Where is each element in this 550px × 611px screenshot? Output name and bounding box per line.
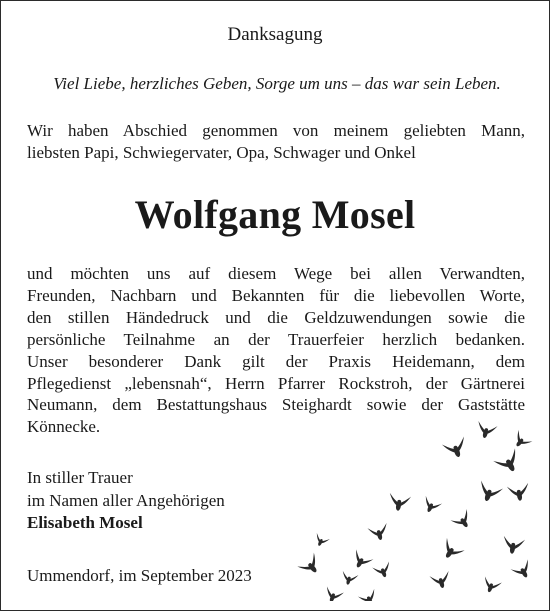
bird-icon (367, 523, 390, 542)
bird-icon (349, 549, 374, 572)
notice-heading: Danksagung (227, 24, 323, 45)
thanks-line: und möchten uns auf diesem Wege bei allen Verwandten, (27, 264, 525, 283)
thanks-line: den stillen Händedruck und die Geldzuwendungen sowie die (27, 307, 525, 327)
deceased-name: Wolfgang Mosel (134, 192, 416, 237)
intro-line: Wir haben Abschied genommen von meinem geliebten Mann, (27, 121, 525, 140)
thanks-line: Unser besonderer Dank gilt der Praxis Heidemann, dem (27, 351, 525, 371)
bird-icon (510, 430, 532, 452)
bird-icon (442, 436, 470, 460)
bird-icon (450, 509, 475, 533)
motto-quote: Viel Liebe, herzliches Geben, Sorge um uns – das war sein Leben. (53, 74, 501, 93)
signoff-line: In stiller Trauer (27, 468, 133, 487)
intro-paragraph (27, 120, 525, 164)
bird-icon (475, 421, 498, 440)
signoff-block (27, 467, 225, 535)
thanks-paragraph (27, 263, 525, 438)
bird-icon (511, 559, 536, 582)
bird-icon (480, 576, 502, 595)
signer-name: Elisabeth Mosel (27, 513, 143, 532)
bird-icon (297, 553, 324, 579)
bird-icon (429, 571, 452, 590)
signoff-line: im Namen aller Angehörigen (27, 490, 225, 510)
bird-icon (420, 496, 442, 516)
flying-birds-icon (291, 421, 541, 601)
thanks-line: Neumann, dem Bestattungshaus Steighardt sowie der Gaststätte (27, 395, 525, 415)
bird-icon (387, 493, 411, 513)
bird-icon (475, 480, 503, 504)
thanks-line: persönliche Teilnahme an der Trauerfeier herzlich bedanken. (27, 329, 525, 349)
bird-icon (322, 586, 344, 601)
bird-icon (340, 571, 359, 587)
bird-icon (312, 533, 330, 549)
bird-icon (501, 536, 525, 556)
intro-line: liebsten Papi, Schwiegervater, Opa, Schwager und Onkel (27, 143, 416, 162)
thanks-line: Pflegedienst „lebensnah“, Herrn Pfarrer Rockstroh, der Gärtnerei (27, 373, 525, 393)
bird-icon (358, 589, 380, 601)
bird-icon (507, 483, 531, 503)
thanks-line: Könnecke. (27, 417, 101, 437)
bird-icon (372, 561, 394, 580)
bird-icon (493, 448, 524, 477)
thanks-line: Freunden, Nachbarn und Bekannten für die liebevollen Worte, (27, 285, 525, 305)
place-date: Ummendorf, im September 2023 (27, 566, 252, 585)
bird-icon (438, 538, 465, 564)
